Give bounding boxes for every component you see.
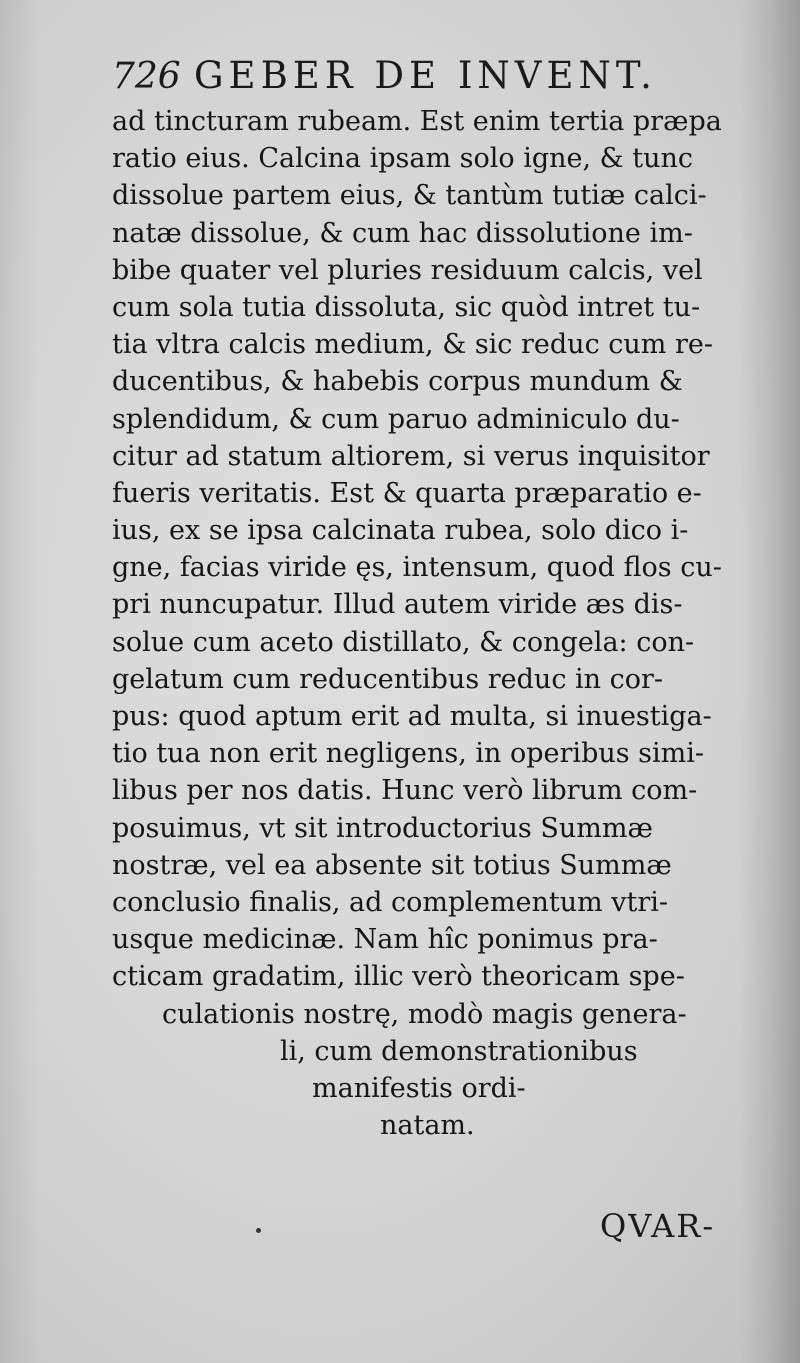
catchword: QVAR-	[600, 1207, 716, 1245]
running-head	[112, 40, 702, 110]
text-line: pus: quod aptum erit ad multa, si inuestiga-	[112, 701, 712, 732]
text-line: cticam gradatim, illic verò theoricam spe-	[112, 961, 685, 993]
text-line: culationis nostrę, modò magis genera-	[162, 998, 687, 1030]
text-line: nostræ, vel ea absente sit totius Summæ	[112, 849, 672, 881]
text-line: libus per nos datis. Hunc verò librum com-	[112, 775, 698, 807]
text-line: conclusio finalis, ad complementum vtri-	[112, 886, 669, 918]
text-line: dissolue partem eius, & tantùm tutiæ calci-	[112, 180, 707, 212]
text-line: ius, ex se ipsa calcinata rubea, solo dico i-	[112, 515, 689, 547]
text-line: posuimus, vt sit introductorius Summæ	[112, 812, 653, 844]
text-line: gne, facias viride ęs, intensum, quod flos cu-	[112, 552, 722, 584]
running-title: GEBER DE INVENT.	[194, 54, 657, 97]
text-line: tia vltra calcis medium, & sic reduc cum re-	[112, 329, 713, 361]
text-line: citur ad statum altiorem, si verus inquisitor	[112, 440, 710, 472]
text-line: li, cum demonstrationibus	[280, 1035, 638, 1067]
page-edge-shadow-left	[0, 0, 40, 1363]
text-line: manifestis ordi-	[312, 1072, 526, 1104]
text-line: ducentibus, & habebis corpus mundum &	[112, 366, 683, 398]
text-line: fueris veritatis. Est & quarta præparatio e-	[112, 477, 702, 509]
text-line: pri nuncupatur. Illud autem viride æs dis-	[112, 589, 683, 621]
text-line: cum sola tutia dissoluta, sic quòd intret tu-	[112, 291, 701, 323]
text-line: natæ dissolue, & cum hac dissolutione im-	[112, 217, 693, 249]
text-line: ad tincturam rubeam. Est enim tertia præpa	[112, 106, 722, 137]
text-line: solue cum aceto distillato, & congela: con-	[112, 626, 695, 658]
ink-dot	[256, 1228, 261, 1233]
page-number: 726	[112, 56, 181, 97]
text-line: natam.	[380, 1110, 475, 1142]
text-line: usque medicinæ. Nam hîc ponimus pra-	[112, 924, 658, 956]
body-text	[112, 103, 752, 1144]
text-line: tio tua non erit negligens, in operibus simi-	[112, 738, 705, 770]
text-line: bibe quater vel pluries residuum calcis, vel	[112, 254, 703, 286]
text-line: splendidum, & cum paruo adminiculo du-	[112, 403, 680, 435]
text-line: gelatum cum reducentibus reduc in cor-	[112, 663, 664, 695]
text-line: ratio eius. Calcina ipsam solo igne, & tunc	[112, 143, 694, 175]
